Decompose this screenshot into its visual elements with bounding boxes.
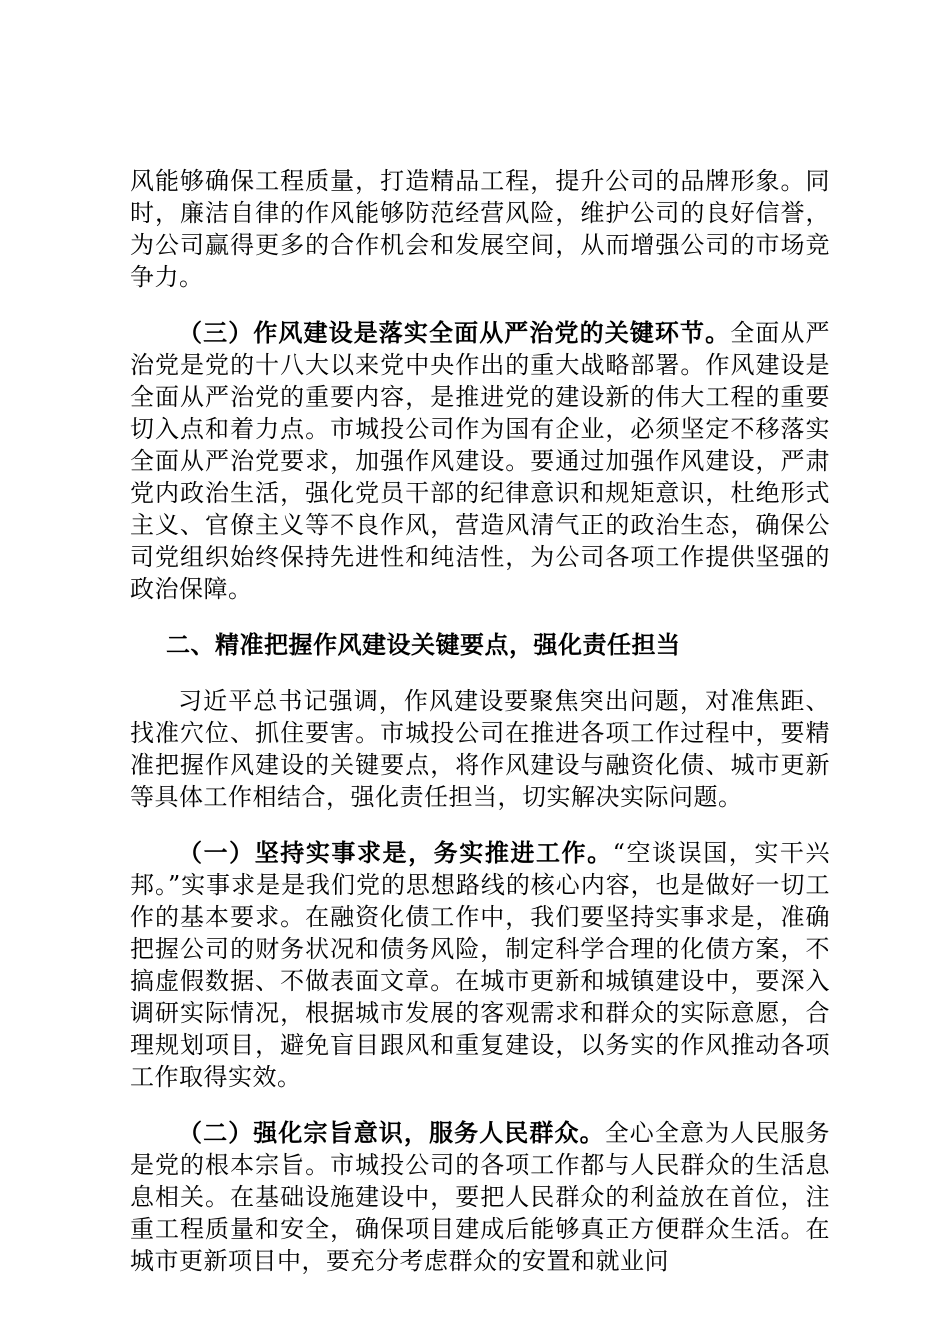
paragraph-lead-heading: （二）强化宗旨意识，服务人民群众。 [178, 1118, 605, 1147]
paragraph-subsection-one [130, 837, 830, 1093]
document-body [130, 165, 830, 1277]
paragraph-text: 风能够确保工程质量，打造精品工程，提升公司的品牌形象。同时，廉洁自律的作风能够防范经营风险，维护公司的良好信誉，为公司赢得更多的合作机会和发展空间，从而增强公司的市场竞争力。 [130, 167, 830, 291]
paragraph-section-three [130, 317, 830, 605]
section-heading-two: 二、精准把握作风建设关键要点，强化责任担当 [166, 630, 681, 659]
paragraph-lead-heading: （一）坚持实事求是，务实推进工作。 [178, 838, 613, 867]
paragraph-text: “空谈误国，实干兴邦。”实事求是是我们党的思想路线的核心内容，也是做好一切工作的基本要求。在融资化债工作中，我们要坚持实事求是，准确把握公司的财务状况和债务风险，制定科学合理的化债方案，不搞虚假数据、不做表面文章。在城市更新和城镇建设中，要深入调研实际情况，根据城市发展的客观需求和群众的实际意愿，合理规划项目，避免盲目跟风和重复建设，以务实的作风推动各项工作取得实效。 [130, 839, 830, 1091]
paragraph-continuation [130, 165, 830, 293]
paragraph-lead-heading: （三）作风建设是落实全面从严治党的关键环节。 [178, 318, 731, 347]
paragraph-text: 全面从严治党是党的十八大以来党中央作出的重大战略部署。作风建设是全面从严治党的重要内容，是推进党的建设新的伟大工程的重要切入点和着力点。市城投公司作为国有企业，必须坚定不移落实全面从严治党要求，加强作风建设。要通过加强作风建设，严肃党内政治生活，强化党员干部的纪律意识和规矩意识，杜绝形式主义、官僚主义等不良作风，营造风清气正的政治生态，确保公司党组织始终保持先进性和纯洁性，为公司各项工作提供坚强的政治保障。 [130, 319, 831, 603]
paragraph-intro [130, 685, 830, 813]
paragraph-text: 全心全意为人民服务是党的根本宗旨。市城投公司的各项工作都与人民群众的生活息息相关。在基础设施建设中，要把人民群众的利益放在首位，注重工程质量和安全，确保项目建成后能够真正方便群众生活。在城市更新项目中，要充分考虑群众的安置和就业问 [130, 1119, 831, 1275]
paragraph-text: 习近平总书记强调，作风建设要聚焦突出问题，对准焦距、找准穴位、抓住要害。市城投公司在推进各项工作过程中，要精准把握作风建设的关键要点，将作风建设与融资化债、城市更新等具体工作相结合，强化责任担当，切实解决实际问题。 [130, 687, 830, 811]
paragraph-subsection-two [130, 1117, 830, 1277]
